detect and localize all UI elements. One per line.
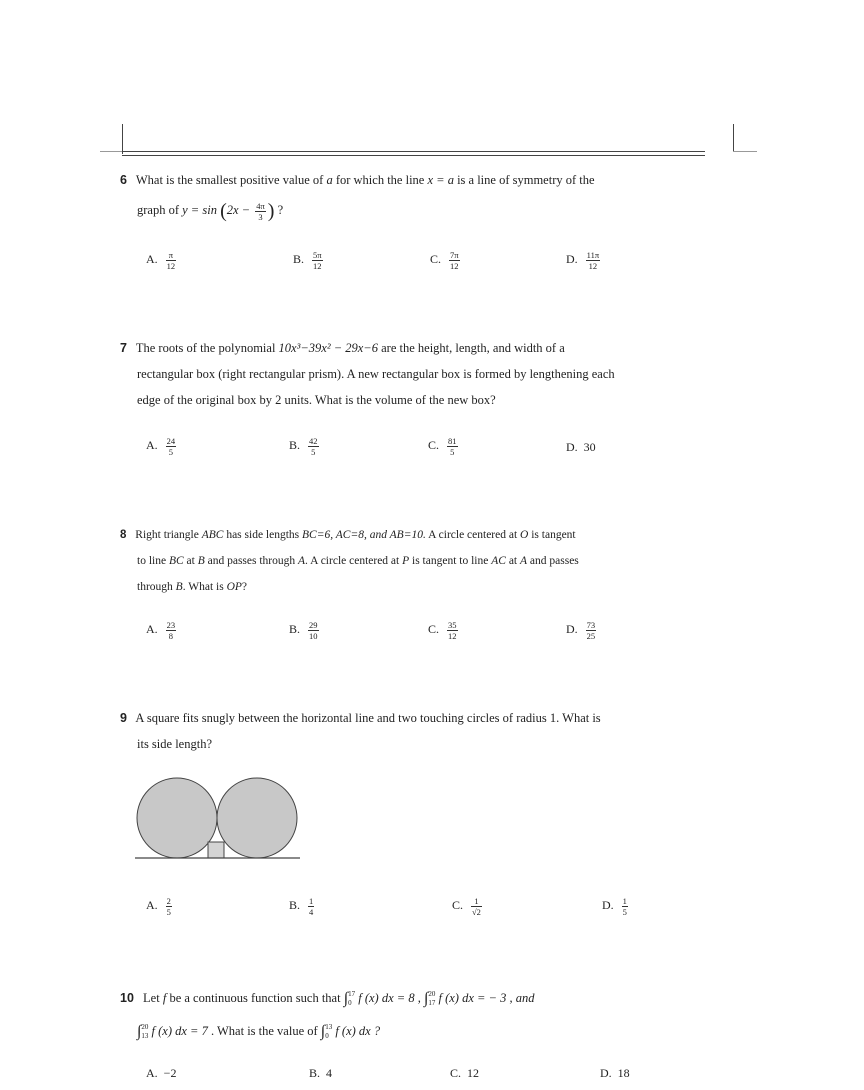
choice-b[interactable]: B. $\frac{29}{10}$	[289, 620, 318, 641]
choice-c[interactable]: C. $\frac{81}{5}$	[428, 436, 457, 457]
question-6	[120, 167, 740, 224]
header-corner-left	[122, 124, 123, 154]
question-7-line-3: edge of the original box by 2 units. What is the volume of the new box?	[137, 393, 496, 407]
left-circle	[137, 778, 217, 858]
choice-b[interactable]: B. $\frac{1}{4}$	[289, 896, 314, 917]
choice-c[interactable]: C. 12	[450, 1066, 480, 1080]
choice-b[interactable]: B. 4	[309, 1066, 333, 1080]
choice-d[interactable]: D. 30	[566, 440, 596, 454]
choice-a[interactable]: A. $\frac{24}{5}$	[146, 436, 176, 457]
question-8	[120, 522, 740, 600]
question-6-line-1: 6 What is the smallest positive value of a for which the line x = a is a line of symmetry of the	[120, 173, 595, 187]
circles-square-diagram	[125, 775, 315, 865]
header-rule-top	[122, 151, 705, 152]
question-8-line-2: to line BC at B and passes through A. A circle centered at P is tangent to line AC at A and passes	[137, 555, 579, 567]
choice-d[interactable]: D. $\frac{73}{25}$	[566, 620, 596, 641]
question-10-line-2: ∫20 13 f (x) dx = 7 . What is the value of ∫13 0 f (x) dx ?	[137, 1023, 381, 1041]
question-8-line-1: 8 Right triangle ABC has side lengths BC=6, AC=8, and AB=10. A circle centered at O is tangent	[120, 529, 576, 541]
question-9-line-1: 9 A square fits snugly between the horizontal line and two touching circles of radius 1. What is	[120, 711, 601, 725]
choice-d[interactable]: D. $\frac{1}{5}$	[602, 896, 627, 917]
choice-c[interactable]: C. $\frac{35}{12}$	[428, 620, 457, 641]
choice-a[interactable]: A. $\frac{23}{8}$	[146, 620, 176, 641]
choice-d[interactable]: D. 18	[600, 1066, 630, 1080]
choice-c[interactable]: C. $\frac{1}{√2}$	[452, 896, 481, 917]
choice-b[interactable]: B. $\frac{5\pi}{12}$	[293, 250, 322, 271]
question-7-choices	[146, 436, 746, 460]
question-number: 9	[120, 711, 127, 725]
choice-b[interactable]: B. $\frac{42}{5}$	[289, 436, 318, 457]
question-9-line-2: its side length?	[137, 737, 212, 751]
question-8-line-3: through B. What is OP?	[137, 581, 248, 593]
question-6-choices	[146, 250, 746, 274]
question-6-line-2: graph of y = sin (2x − $\frac{4\pi}{3}$ ) ?	[137, 200, 284, 223]
choice-a[interactable]: A. $\frac{2}{5}$	[146, 896, 171, 917]
question-7-line-2: rectangular box (right rectangular prism). A new rectangular box is formed by lengthening each	[137, 367, 615, 381]
question-10-choices	[146, 1066, 746, 1090]
fraction: $\frac{4\pi}{3}$	[256, 200, 265, 222]
question-number: 6	[120, 173, 127, 187]
question-number: 8	[120, 529, 127, 541]
question-7	[120, 335, 740, 413]
header-corner-right	[733, 124, 734, 152]
choice-a[interactable]: A. −2	[146, 1066, 177, 1080]
question-number: 10	[120, 991, 134, 1005]
right-circle	[217, 778, 297, 858]
header-tick-right	[733, 151, 757, 152]
square	[208, 842, 224, 858]
question-9	[120, 705, 740, 757]
question-9-choices	[146, 896, 746, 920]
question-7-line-1: 7 The roots of the polynomial 10x³−39x² − 29x−6 are the height, length, and width of a	[120, 341, 565, 355]
choice-c[interactable]: C. $\frac{7\pi}{12}$	[430, 250, 459, 271]
question-8-choices	[146, 620, 746, 644]
choice-d[interactable]: D. $\frac{11\pi}{12}$	[566, 250, 600, 271]
header-tick-left	[100, 151, 122, 152]
header-rule-bottom	[122, 155, 705, 156]
choice-a[interactable]: A. $\frac{\pi}{12}$	[146, 250, 176, 271]
question-number: 7	[120, 341, 127, 355]
question-10	[120, 985, 740, 1045]
question-10-line-1: 10 Let f be a continuous function such that ∫17 0 f (x) dx = 8 , ∫20 17 f (x) dx = − 3 , and	[120, 990, 535, 1008]
